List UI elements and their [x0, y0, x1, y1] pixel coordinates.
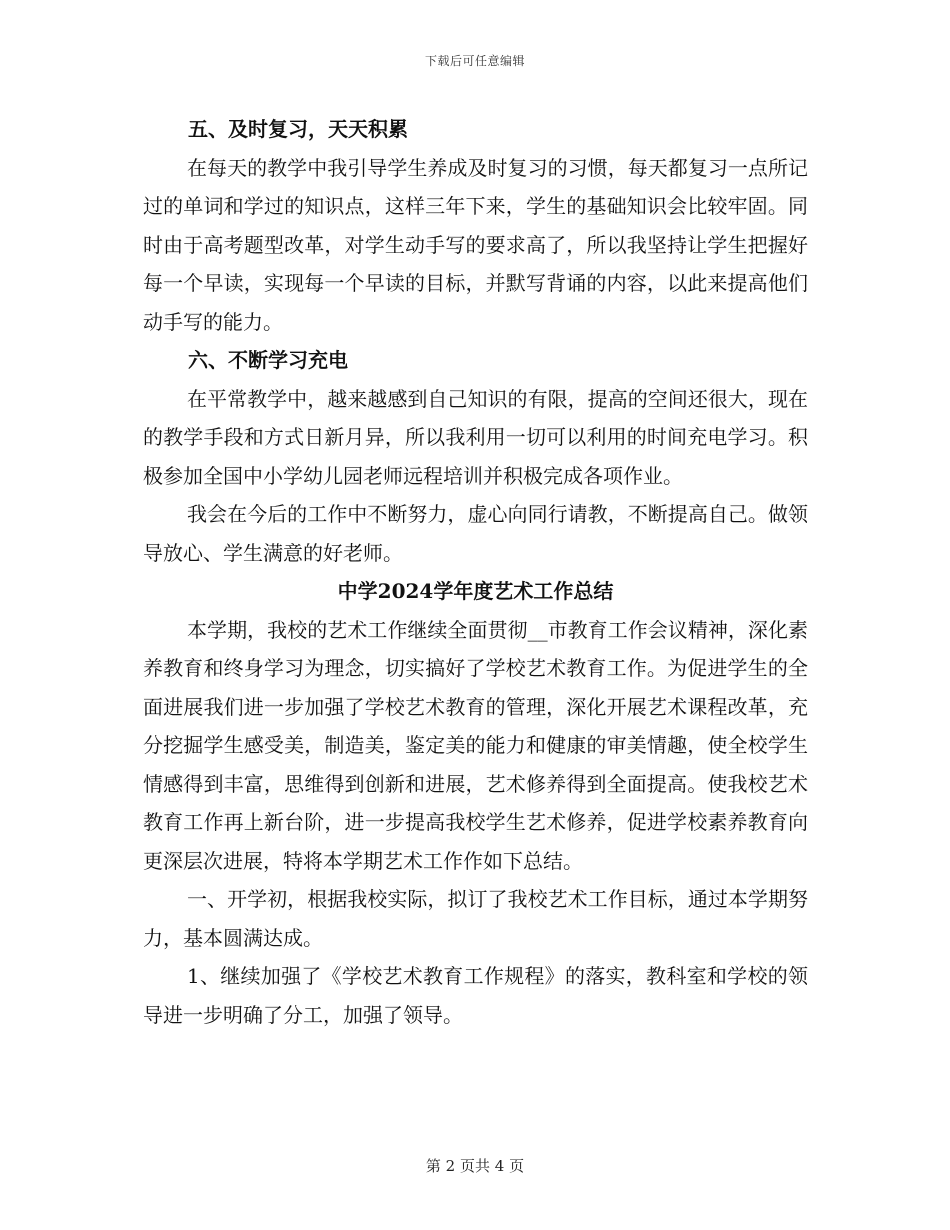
closing-paragraph: 我会在今后的工作中不断努力，虚心向同行请教，不断提高自己。做领导放心、学生满意的好老师。	[143, 502, 808, 565]
article-paragraph-3: 1、继续加强了《学校艺术教育工作规程》的落实，教科室和学校的领导进一步明确了分工，加强了领导。	[143, 964, 808, 1027]
page-header: 下载后可任意编辑	[424, 54, 525, 68]
article-paragraph-1: 本学期，我校的艺术工作继续全面贯彻__市教育工作会议精神，深化素养教育和终身学习为理念，切实搞好了学校艺术教育工作。为促进学生的全面进展我们进一步加强了学校艺术教育的管理，深化开展艺术课程改革，充分挖掘学生感受美，制造美，鉴定美的能力和健康的审美情趣，使全校学生情感得到丰富，思维得到创新和进展，艺术修养得到全面提高。使我校艺术教育工作再上新台阶，进一步提高我校学生艺术修养，促进学校素养教育向更深层次进展，特将本学期艺术工作作如下总结。	[143, 617, 808, 873]
section-heading-6: 六、不断学习充电	[188, 348, 348, 372]
article-paragraph-2: 一、开学初，根据我校实际，拟订了我校艺术工作目标，通过本学期努力，基本圆满达成。	[143, 887, 808, 950]
article-title: 中学2024学年度艺术工作总结	[337, 579, 614, 603]
section-heading-5: 五、及时复习，天天积累	[188, 117, 408, 141]
document-body	[143, 110, 808, 1034]
page-footer: 第 2 页共 4 页	[425, 1157, 525, 1175]
section-paragraph-6: 在平常教学中，越来越感到自己知识的有限，提高的空间还很大，现在的教学手段和方式日新月异，所以我利用一切可以利用的时间充电学习。积极参加全国中小学幼儿园老师远程培训并积极完成各项作业。	[143, 386, 808, 488]
section-paragraph-5: 在每天的教学中我引导学生养成及时复习的习惯，每天都复习一点所记过的单词和学过的知识点，这样三年下来，学生的基础知识会比较牢固。同时由于高考题型改革，对学生动手写的要求高了，所以我坚持让学生把握好每一个早读，实现每一个早读的目标，并默写背诵的内容，以此来提高他们动手写的能力。	[143, 155, 808, 334]
